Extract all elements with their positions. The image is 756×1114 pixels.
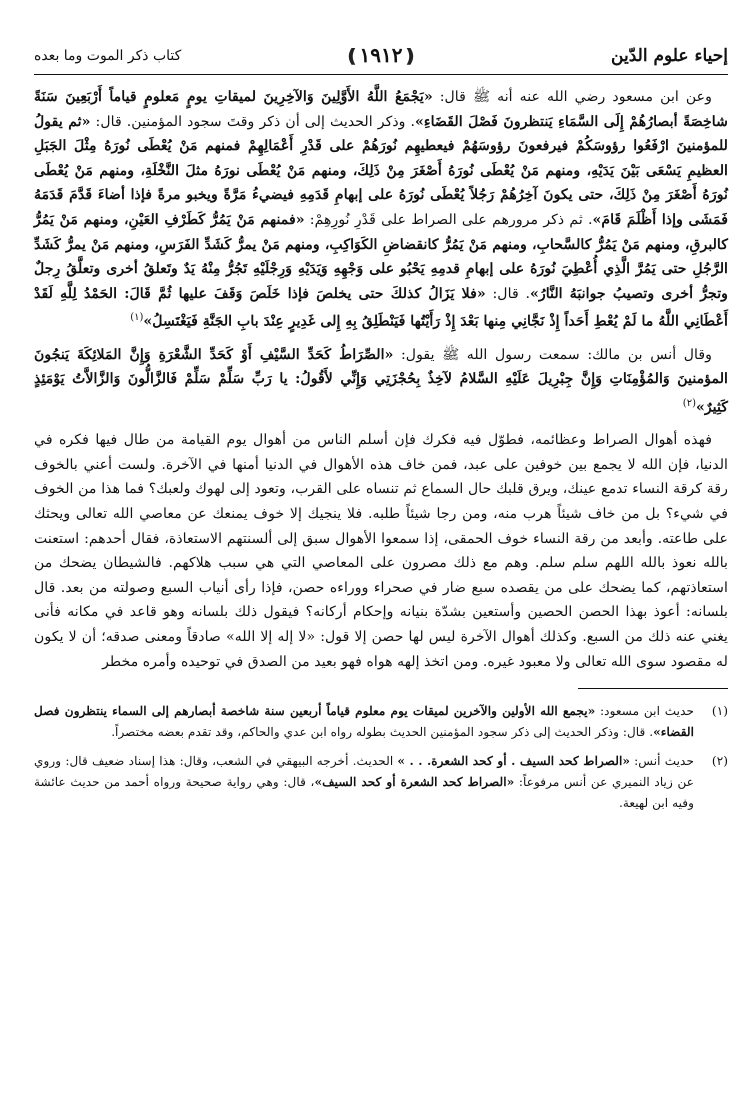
main-text <box>34 85 728 674</box>
paragraph <box>34 428 728 674</box>
ornament-right-icon: ❫ <box>344 46 360 67</box>
footnote <box>34 701 728 743</box>
hadith-quote: «فمنهم مَنْ يَمُرُّ كَطَرْفِ العَيْنِ، ومنهم مَنْ يَمُرُّ كالبرقِ، ومنهم مَنْ يَمُرُّ كالسَّحابِ، ومنهم مَنْ يَمُرُّ كانقضاضِ الكَوَاكِبِ، ومنهم مَنْ يمرُّ كَشَدِّ الفَرَسِ، ومنهم مَنْ يمرُّ كَشَدِّ الرَّجُلِ حتى يَمُرَّ الَّذِي أُعْطِيَ نُورَهُ على إبهامِ قدمِهِ يَحْبُو على وَجْهِهِ وَيَدَيْهِ وَرِجْلَيْهِ تَجُرُّ مِنْهُ يَدٌ وتَعلقُ أخرى وتعلَّقُ رِجلٌ وتجرُّ أخرى وتصيبُ جوانبَهُ النَّارُ» <box>34 211 729 302</box>
footnotes <box>34 701 728 814</box>
paragraph-text: وعن ابن مسعود رضي الله عنه أنه ﷺ قال: <box>432 89 712 105</box>
paragraph-text: وقال أنس بن مالك: سمعت رسول الله ﷺ يقول: <box>393 346 713 363</box>
book-page <box>34 40 728 822</box>
paragraph-text: . قال: <box>485 285 531 302</box>
footnote <box>34 751 728 814</box>
footnote-number: (١) <box>711 704 728 719</box>
footnote-quote: «الصراط كحد السيف . أو كحد الشعرة. . . » <box>397 754 630 769</box>
footnote-ref: (١) <box>130 312 144 324</box>
chapter-title: كتاب ذكر الموت وما بعده <box>34 48 182 64</box>
book-title: إحياء علوم الدّين <box>611 46 728 66</box>
footnote-segment: الحديث. أخرجه البيهقي في الشعب، وقال: هذا إسناد ضعيف قال: وروي عن زياد النميري عن أنس مرفوعاً: <box>34 754 694 790</box>
footnote-quote: «يجمع الله الأولين والآخرين لميقات يوم معلوم قياماً أربعين سنة شاخصة أبصارهم إلى السماء ينتظرون فصل القضاء» <box>34 704 694 740</box>
footnote-ref: (٢) <box>682 397 696 409</box>
paragraph <box>34 85 728 335</box>
page-number: ١٩١٢ <box>359 43 403 67</box>
ornament-left-icon: ❪ <box>402 46 418 67</box>
footnote-segment: . قال: وذكر الحديث إلى ذكر سجود المؤمنين الحديث بطوله رواه ابن عدي والحاكم، وقد تقدم بعضه مختصراً. <box>111 725 654 740</box>
footnote-segment: ، قال: وهي رواية صحيحة ورواه أحمد من حديث عائشة وفيه ابن لهيعة. <box>34 775 694 811</box>
page-header <box>34 40 728 75</box>
footnote-quote: «الصراط كحد الشعرة أو كحد السيف» <box>314 775 515 790</box>
paragraph-text: فهذه أهوال الصراط وعظائمه، فطوّل فيه فكرك فإن أسلم الناس من أهوال يوم القيامة من طال فيها فكره في الدنيا، فإن الله لا يجمع بين خوفين على عبد، فمن خاف هذه الأهوال في الدنيا أمنها في الآخرة. ولست أعني بالخوف رقة كرقة النساء تدمع عينك، ويرق قلبك حال السماع ثم تنساه على القرب، وتعود إلى لهوك ولعبك؟ فما هذا من الخوف في شيء؟ بل من خاف شيئاً هرب منه، ومن رجا شيئاً طلبه. فلا ينجيك إلا خوف يمنعك عن معاصي الله تعالى ويحثك على طاعته. وأبعد من رقة النساء خوف الحمقى، إذا سمعوا الأهوال سبق إلى ألسنتهم الاستعاذة، فقال أحدهم: استعنت بالله نعوذ بالله اللهم سلم سلم. وهم مع ذلك مصرون على المعاصي التي هي سبب هلاكهم. فالشيطان يضحك من استعاذتهم، كما يضحك على من يقصده سبع ضار في صحراء ووراءه حصن، فإذا رأى أنياب السبع وصولته من بعد. قال بلسانه: أعوذ بهذا الحصن الحصين وأستعين بشدّة بنيانه وإحكام أركانه؟ فيقول ذلك بلسانه وهو قاعد في مكانه فأنى يغني عنه ذلك من السبع. وكذلك أهوال الآخرة ليس لها حصن إلا قول: «لا إله إلا الله» صادقاً ومعنى صدقه؛ أن لا يكون له مقصود سوى الله تعالى ولا معبود غيره. ومن اتخذ إلهه هواه فهو بعيد من الصدق في توحيده وأمره مخطر <box>34 432 728 670</box>
footnote-segment: حديث أنس: <box>629 754 694 769</box>
hadith-quote: «الصِّرَاطُ كَحَدِّ السَّيْفِ أَوْ كَحَدِّ الشَّعْرَةِ وَإِنَّ المَلائِكَةَ يَنجُونَ المؤمنينَ وَالمُؤْمِنَاتِ وَإِنَّ جِبْرِيلَ عَلَيْهِ السَّلامُ لآخِذٌ بِحُجْزَتِي وَإِنِّي لأَقُولُ: يا رَبِّ سَلِّمْ سَلِّمْ فَالزَّالُّونَ وَالزَّالاَّتُ يَوْمَئِذٍ كَثِيرٌ» <box>34 346 728 416</box>
footnote-text <box>34 701 694 743</box>
hadith-quote: «فلا يَزَالُ كذلكَ حتى يخلصَ فإذا خَلَصَ وَقَفَ عليها ثُمَّ قَالَ: الحَمْدُ لِلَّهِ لَقَدْ أَعْطَانِي اللَّهُ ما لَمْ يُعْطِ أَحَداً إِذْ نَجَّانِي مِنها بَعْدَ إِذْ رَأَيْتُها فَيَنْطَلِقُ بِهِ إِلى غَدِيرٍ عِنْدَ بابِ الجَنَّةِ فَيَغْتَسِلُ» <box>34 285 728 331</box>
paragraph-text: . ثم ذكر مرورهم على الصراط على قَدْرِ نُورِهِمْ: <box>304 211 593 228</box>
footnote-segment: حديث ابن مسعود: <box>595 704 695 719</box>
hadith-quote: «يَجْمَعُ اللَّهُ الأَوَّلِينَ وَالآخِرِينَ لميقاتِ يومٍ مَعلومٍ قياماً أَرْبَعِينَ سَنَةً شاخِصَةً أبصارُهُمْ إِلَى السَّمَاءِ يَنتظرونَ فَصْلَ القَضَاءِ» <box>34 89 728 130</box>
paragraph <box>34 343 728 421</box>
hadith-quote: «ثم يقولُ للمؤمنينَ ارْفَعُوا رؤوسَكُمْ فيرفعونَ رؤوسَهُمْ فيعطيهِم نُورَهُمْ على قَدْرِ أَعْمَالِهِمْ فمنهم مَنْ يُعْطَى نُورَهُ مِثْلَ الجَبَلِ العظيمِ يَسْعَى بَيْنَ يَدَيْهِ، ومنهم مَنْ يُعْطَى نُورَهُ أَصْغَرَ مِنْ ذَلِكَ، ومنهم مَنْ يُعْطَى نورَهُ مثلَ النَّخْلَةِ، ومنهم مَنْ يُعْطَى نُورَهُ أَصْغَرَ مِنْ ذَلِكَ، حتى يكونَ آخِرُهُمْ رَجُلاً يُعْطَى نُورَهُ على إبهامِ قَدَمِهِ فيضيءُ مَرَّةً ويخبو مرةً فإذا أضاءَ قَدَّمَ قَدَمَهُ فَمَشَى وإذا أَظْلَمَ قَامَ» <box>34 113 728 228</box>
footnote-text <box>34 751 694 814</box>
paragraph-text: . وذكر الحديث إلى أن ذكر وقتَ سجود المؤمنين. قال: <box>90 113 416 130</box>
footnote-number: (٢) <box>711 754 728 769</box>
footnote-divider <box>578 688 728 689</box>
